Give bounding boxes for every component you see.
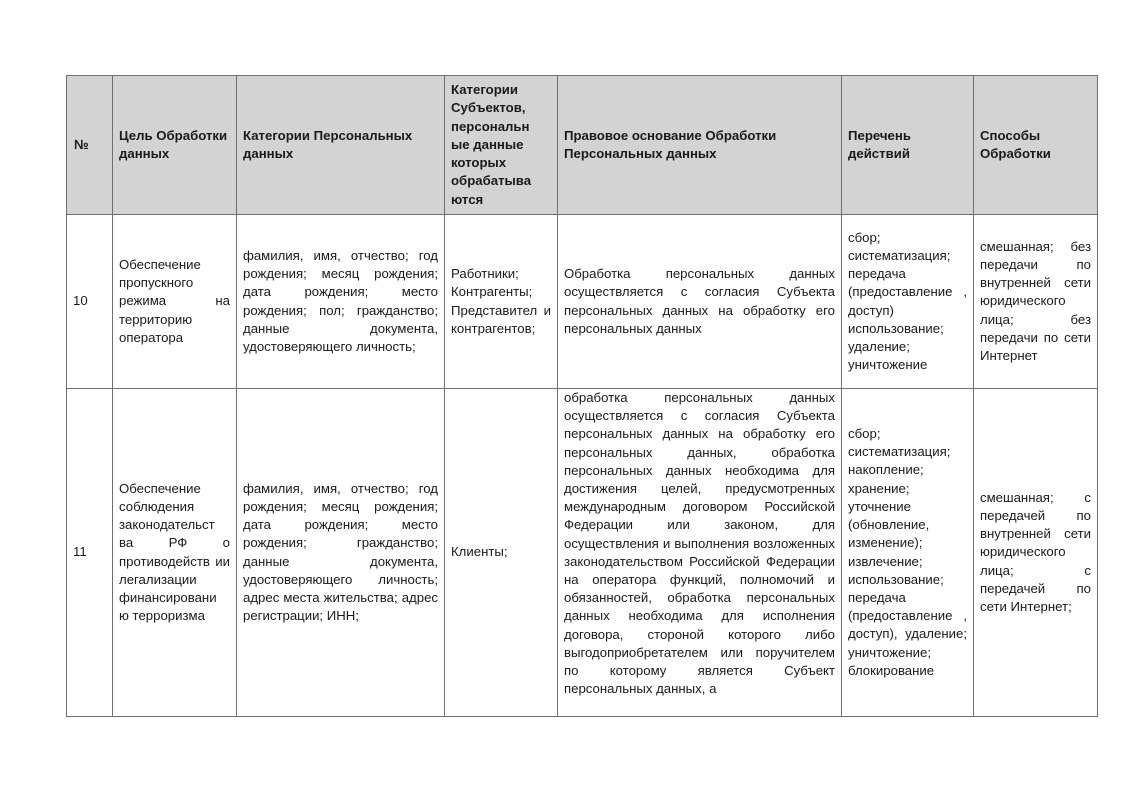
header-subjects: Категории Субъектов, персональн ые данные которых обрабатыва ются xyxy=(445,76,558,215)
row-legal-basis: Обработка персональных данных осуществляется с согласия Субъекта персональных данных на обработку его персональных данных xyxy=(558,215,842,389)
table-row xyxy=(67,215,1098,389)
row-actions: сбор; систематизация; передача (предоставление , доступ) использование; удаление; уничтожение xyxy=(842,215,974,389)
row-subjects: Работники; Контрагенты; Представител и контрагентов; xyxy=(445,215,558,389)
row-number: 10 xyxy=(67,215,113,389)
header-data-categories: Категории Персональных данных xyxy=(237,76,445,215)
row-methods: смешанная; с передачей по внутренней сети юридического лица; с передачей по сети Интернет; xyxy=(974,389,1098,717)
row-actions: сбор; систематизация; накопление; хранение; уточнение (обновление, изменение); извлечение; использование; передача (предоставление , доступ), удаление; уничтожение; блокирование xyxy=(842,389,974,717)
legal-basis-text: обработка персональных данных осуществляется с согласия Субъекта персональных данных на обработку его персональных данных, обработка персональных данных необходима для достижения целей, предусмотренных международным договором Российской Федерации или законом, для осуществления и выполнения возложенных законодательством Российской Федерации на оператора функций, полномочий и обязанностей, обработка персональных данных необходима для исполнения договора, стороной которого либо выгодоприобретателем или поручителем по которому является Субъект персональных данных, а xyxy=(564,390,835,697)
row-purpose: Обеспечение пропускного режима на территорию оператора xyxy=(113,215,237,389)
table-row xyxy=(67,389,1098,717)
row-legal-basis xyxy=(558,389,842,717)
row-data-categories: фамилия, имя, отчество; год рождения; месяц рождения; дата рождения; место рождения; гражданство; данные документа, удостоверяющего личность; адрес места жительства; адрес регистрации; ИНН; xyxy=(237,389,445,717)
row-number: 11 xyxy=(67,389,113,717)
header-methods: Способы Обработки xyxy=(974,76,1098,215)
table-header-row xyxy=(67,76,1098,215)
row-subjects: Клиенты; xyxy=(445,389,558,717)
header-purpose: Цель Обработки данных xyxy=(113,76,237,215)
header-legal-basis: Правовое основание Обработки Персональных данных xyxy=(558,76,842,215)
header-actions: Перечень действий xyxy=(842,76,974,215)
row-purpose: Обеспечение соблюдения законодательст ва РФ о противодейств ии легализации финансировани ю терроризма xyxy=(113,389,237,717)
processing-table xyxy=(66,75,1098,717)
row-data-categories: фамилия, имя, отчество; год рождения; месяц рождения; дата рождения; место рождения; пол; гражданство; данные документа, удостоверяющего личность; xyxy=(237,215,445,389)
header-number: № xyxy=(67,76,113,215)
row-methods: смешанная; без передачи по внутренней сети юридического лица; без передачи по сети Интернет xyxy=(974,215,1098,389)
